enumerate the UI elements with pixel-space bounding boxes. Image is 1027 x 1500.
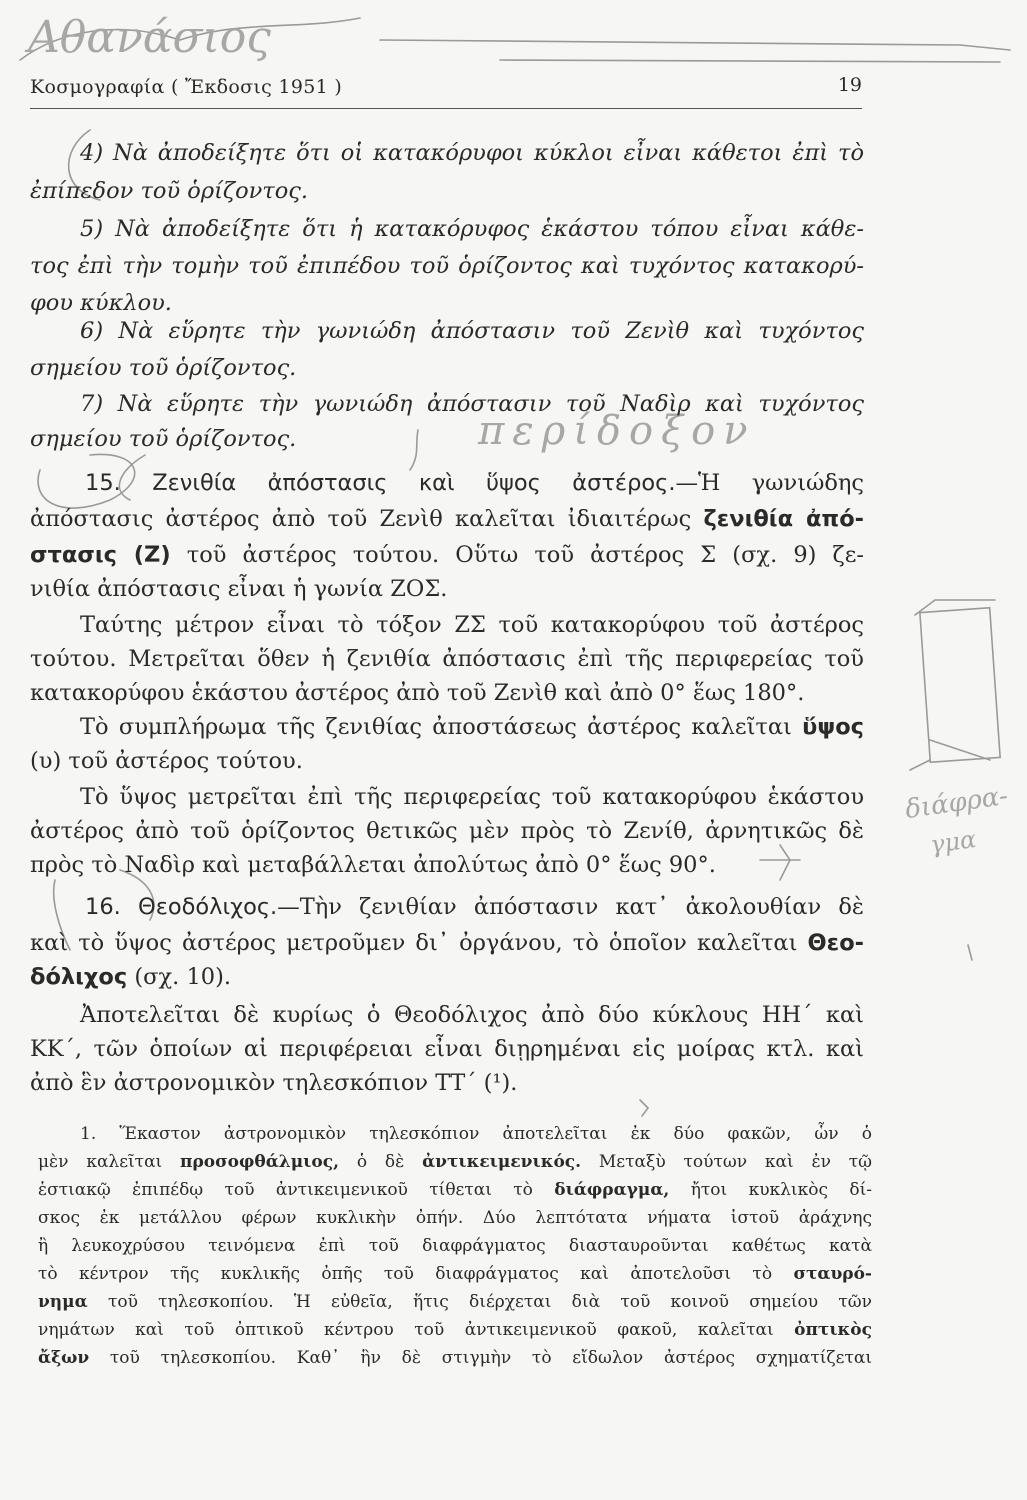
exercise-5-line-2: τος ἐπὶ τὴν τομὴν τοῦ ἐπιπέδου τοῦ ὁρίζοντος καὶ τυχόντος κατακορύ- [30, 253, 864, 279]
pencil-note-top: Αθανάσιος [28, 12, 271, 63]
section-16-heading: 16. Θεοδόλιχος. [85, 894, 278, 920]
section-16-para-2-line-1: Ἀποτελεῖται δὲ κυρίως ὁ Θεοδόλιχος ἀπὸ δύο κύκλους ΗΗ΄ καὶ [80, 1002, 864, 1028]
exercise-7-line-1: 7) Νὰ εὕρητε τὴν γωνιώδη ἀπόστασιν τοῦ Ναδὶρ καὶ τυχόντος [80, 391, 864, 417]
exercise-5-line-1: 5) Νὰ ἀποδείξητε ὅτι ἡ κατακόρυφος ἑκάστου τόπου εἶναι κάθε- [80, 216, 864, 242]
section-15-heading: 15. Ζενιθία ἀπόστασις καὶ ὕψος ἀστέρος. [85, 470, 676, 496]
section-16-line-2: καὶ τὸ ὕψος ἀστέρος μετροῦμεν δι᾽ ὀργάνου, τὸ ὁποῖον καλεῖται Θεο- [30, 930, 864, 956]
footnote-line-3: ἑστιακῷ ἐπιπέδῳ τοῦ ἀντικειμενικοῦ τίθεται τὸ διάφραγμα, ἤτοι κυκλικὸς δί- [38, 1180, 872, 1200]
exercise-5-line-3: φου κύκλου. [30, 290, 172, 316]
footnote-line-1: 1. Ἕκαστον ἀστρονομικὸν τηλεσκόπιον ἀποτελεῖται ἐκ δύο φακῶν, ὧν ὁ [80, 1124, 872, 1144]
term-theodolite: Θεο- [807, 930, 864, 956]
exercise-4-line-1: 4) Νὰ ἀποδείξητε ὅτι οἱ κατακόρυφοι κύκλοι εἶναι κάθετοι ἐπὶ τὸ [80, 140, 864, 166]
section-16-line-3: δόλιχος (σχ. 10). [30, 964, 232, 990]
pencil-note-right-1: διάφρα- [903, 780, 1010, 826]
section-15-line-1: 15. Ζενιθία ἀπόστασις καὶ ὕψος ἀστέρος.—Ἡ γωνιώδης [85, 470, 865, 496]
footnote-line-8: νημάτων καὶ τοῦ ὀπτικοῦ κέντρου τοῦ ἀντικειμενικοῦ φακοῦ, καλεῖται ὀπτικὸς [38, 1320, 872, 1340]
section-15-para-4-line-2: ἀστέρος ἀπὸ τοῦ ὁρίζοντος θετικῶς μὲν πρὸς τὸ Ζενίθ, ἀρνητικῶς δὲ [30, 818, 864, 844]
term-zenith-distance: ζενιθία ἀπό- [703, 506, 864, 532]
section-15-para-2-line-2: τούτου. Μετρεῖται ὅθεν ἡ ζενιθία ἀπόστασις ἐπὶ τῆς περιφερείας τοῦ [30, 646, 864, 672]
header-rule [30, 108, 862, 109]
page-number: 19 [837, 74, 862, 96]
section-15-line-3: στασις (Ζ) τοῦ ἀστέρος τούτου. Οὕτω τοῦ ἀστέρος Σ (σχ. 9) ζε- [30, 542, 864, 568]
footnote-line-6: τὸ κέντρον τῆς κυκλικῆς ὀπῆς τοῦ διαφράγματος καὶ ἀποτελοῦσι τὸ σταυρό- [38, 1264, 872, 1284]
footnote-line-7: νημα τοῦ τηλεσκοπίου. Ἡ εὐθεῖα, ἥτις διέρχεται διὰ τοῦ κοινοῦ σημείου τῶν [38, 1292, 872, 1312]
section-15-para-4-line-3: πρὸς τὸ Ναδὶρ καὶ μεταβάλλεται ἀπολύτως ἀπὸ 0° ἕως 90°. [30, 852, 716, 878]
section-16-line-1: 16. Θεοδόλιχος.—Τὴν ζενιθίαν ἀπόστασιν κατ᾽ ἀκολουθίαν δὲ [85, 894, 864, 920]
section-16-para-2-line-2: ΚΚ΄, τῶν ὁποίων αἱ περιφέρειαι εἶναι διῃρημέναι εἰς μοίρας κτλ. καὶ [30, 1036, 864, 1062]
running-header-title: Κοσμογραφία ( Ἔκδοσις 1951 ) [30, 76, 343, 98]
running-header [30, 72, 862, 102]
footnote-line-5: ἢ λευκοχρύσου τεινόμενα ἐπὶ τοῦ διαφράγματος διασταυροῦνται καθέτως κατὰ [38, 1236, 872, 1256]
footnote-line-4: σκος ἐκ μετάλλου φέρων κυκλικὴν ὀπήν. Δύο λεπτότατα νήματα ἱστοῦ ἀράχνης [38, 1208, 872, 1228]
section-15-para-3-line-1: Τὸ συμπλήρωμα τῆς ζενιθίας ἀποστάσεως ἀστέρος καλεῖται ὕψος [80, 714, 864, 740]
section-15-para-2-line-1: Ταύτης μέτρον εἶναι τὸ τόξον ΖΣ τοῦ κατακορύφου τοῦ ἀστέρος [80, 612, 864, 638]
section-15-para-2-line-3: κατακορύφου ἑκάστου ἀστέρος ἀπὸ τοῦ Ζενὶθ καὶ ἀπὸ 0° ἕως 180°. [30, 680, 805, 706]
pencil-note-right-2: γμα [928, 824, 978, 860]
footnote-line-2: μὲν καλεῖται προσοφθάλμιος, ὁ δὲ ἀντικειμενικός. Μεταξὺ τούτων καὶ ἐν τῷ [38, 1152, 873, 1172]
section-15-line-4: νιθία ἀπόστασις εἶναι ἡ γωνία ΖΟΣ. [30, 576, 448, 602]
term-altitude: ὕψος [802, 714, 864, 740]
exercise-7-line-2: σημείου τοῦ ὁρίζοντος. [30, 426, 297, 452]
exercise-6-line-1: 6) Νὰ εὕρητε τὴν γωνιώδη ἀπόστασιν τοῦ Ζενὶθ καὶ τυχόντος [80, 318, 864, 344]
section-15-para-4-line-1: Τὸ ὕψος μετρεῖται ἐπὶ τῆς περιφερείας τοῦ κατακορύφου ἑκάστου [80, 784, 864, 810]
section-15-para-3-line-2: (υ) τοῦ ἀστέρος τούτου. [30, 748, 303, 774]
section-16-para-2-line-3: ἀπὸ ἓν ἀστρονομικὸν τηλεσκόπιον ΤΤ΄ (¹). [30, 1070, 518, 1096]
exercise-6-line-2: σημείου τοῦ ὁρίζοντος. [30, 355, 297, 381]
footnote-line-9: ἄξων τοῦ τηλεσκοπίου. Καθ᾽ ἣν δὲ στιγμὴν τὸ εἴδωλον ἀστέρος σχηματίζεται [38, 1348, 872, 1368]
pencil-note-mid: περίδοξον [478, 408, 756, 454]
exercise-4-line-2: ἐπίπεδον τοῦ ὁρίζοντος. [30, 178, 309, 204]
section-15-line-2: ἀπόστασις ἀστέρος ἀπὸ τοῦ Ζενὶθ καλεῖται ἰδιαιτέρως ζενιθία ἀπό- [30, 506, 864, 532]
